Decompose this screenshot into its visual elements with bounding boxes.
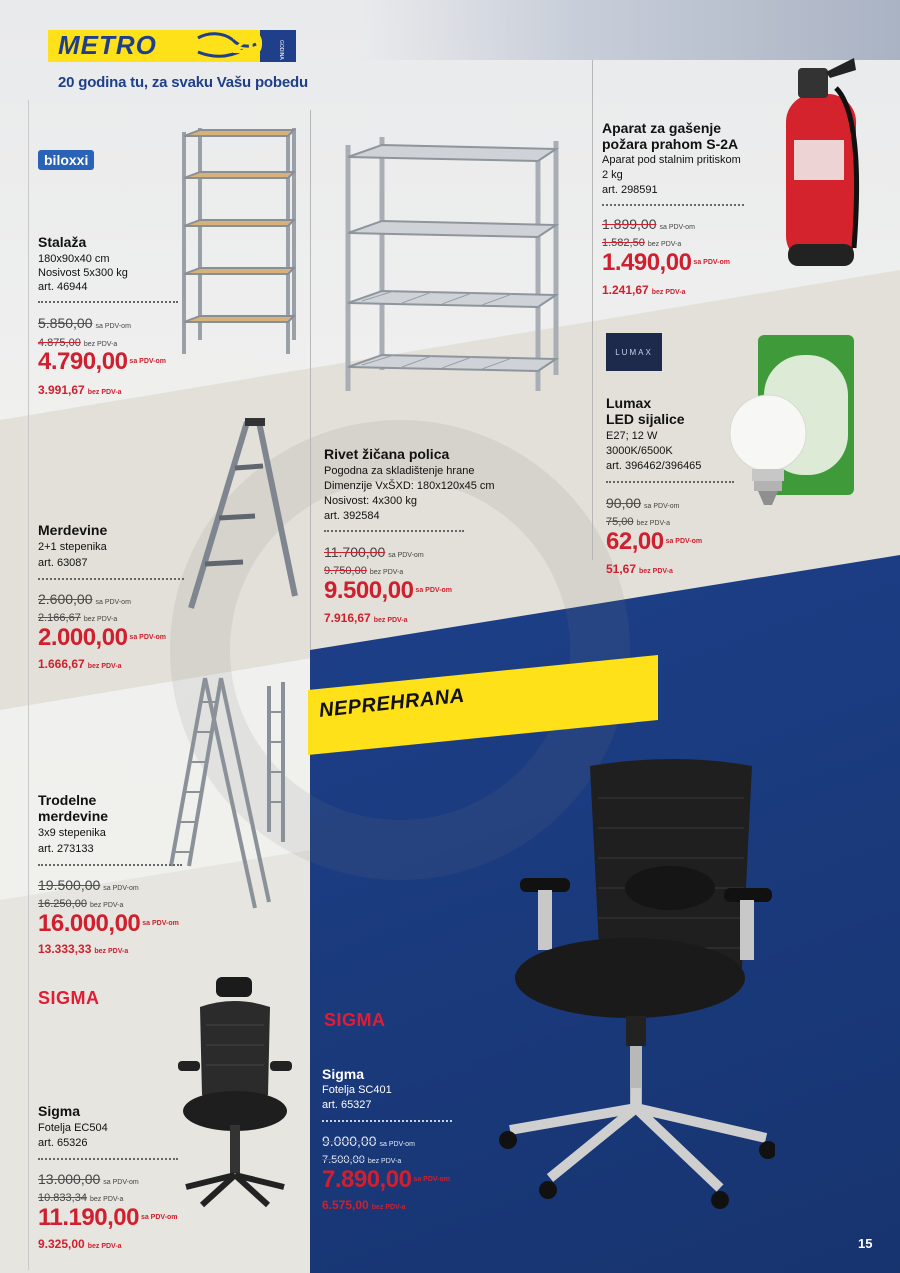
- product-title: Rivet žičana polica: [324, 446, 450, 462]
- product-title: Stalaža: [38, 234, 87, 250]
- product-title: Lumax: [606, 395, 652, 411]
- product-spec: Dimenzije VxŠXD: 180x120x45 cm: [324, 480, 495, 492]
- dotted-separator: [38, 301, 178, 303]
- price: 4.790,00 $^{sa PDV-om}$: [38, 348, 166, 375]
- product-title: LED sijalice: [606, 411, 685, 427]
- product-title: Merdevine: [38, 522, 108, 538]
- old-net-price: 16.250,00 bez PDV-a: [38, 898, 124, 910]
- tagline: 20 godina tu, za svaku Vašu pobedu: [58, 74, 308, 91]
- dotted-separator: [38, 578, 184, 580]
- sigma-brand-logo: SIGMA: [38, 988, 100, 1008]
- product-spec: Pogodna za skladištenje hrane: [324, 465, 475, 477]
- product-title: Trodelne: [38, 792, 97, 808]
- old-net-price: 9.750,00 bez PDV-a: [324, 565, 404, 577]
- product-spec: E27; 12 W: [606, 430, 658, 442]
- step-ladder-image: [185, 418, 300, 614]
- dotted-separator: [38, 864, 182, 866]
- product-spec: Fotelja SC401: [322, 1084, 392, 1096]
- net-price: 6.575,00 bez PDV-a: [322, 1198, 406, 1212]
- product-spec: 3000K/6500K: [606, 445, 673, 457]
- product-spec: Fotelja EC504: [38, 1122, 108, 1134]
- old-price: 1.899,00 sa PDV-om: [602, 216, 695, 232]
- old-price: 13.000,00 sa PDV-om: [38, 1171, 139, 1187]
- product-spec: art. 65326: [38, 1137, 88, 1149]
- logo-text: METRO: [58, 30, 157, 60]
- shelf-image: [178, 128, 298, 358]
- logo-badge-small: GODINA: [278, 40, 284, 60]
- product-spec: Nosivost: 4x300 kg: [324, 495, 417, 507]
- product-title: Sigma: [38, 1103, 81, 1119]
- dotted-separator: [38, 1158, 178, 1160]
- dotted-separator: [324, 530, 464, 532]
- net-price: 3.991,67 bez PDV-a: [38, 383, 122, 397]
- lumax-brand-logo: LUMAX: [606, 333, 662, 371]
- product-title: Aparat za gašenje: [602, 120, 722, 136]
- price: 2.000,00 $^{sa PDV-om}$: [38, 624, 166, 651]
- old-net-price: 10.833,34 bez PDV-a: [38, 1192, 124, 1204]
- old-price: 2.600,00 sa PDV-om: [38, 591, 131, 607]
- left-border-line: [28, 100, 29, 1270]
- old-net-price: 7.500,00 bez PDV-a: [322, 1154, 402, 1166]
- net-price: 13.333,33 bez PDV-a: [38, 942, 129, 956]
- section-banner-text: NEPREHRANA: [318, 684, 466, 722]
- product-spec: 180x90x40 cm: [38, 253, 110, 265]
- fire-extinguisher-image: [776, 48, 866, 270]
- old-price: 9.000,00 sa PDV-om: [322, 1133, 415, 1149]
- product-title: Sigma: [322, 1066, 365, 1082]
- product-spec: Aparat pod stalnim pritiskom: [602, 154, 741, 166]
- product-spec: art. 273133: [38, 843, 94, 855]
- product-spec: art. 63087: [38, 557, 88, 569]
- led-bulb-image: [718, 335, 858, 515]
- price: 62,00 $^{sa PDV-om}$: [606, 528, 703, 555]
- old-net-price: 75,00 bez PDV-a: [606, 516, 670, 528]
- product-spec: Nosivost 5x300 kg: [38, 267, 128, 279]
- dotted-separator: [602, 204, 744, 206]
- price: 11.190,00 $^{sa PDV-om}$: [38, 1204, 178, 1231]
- price: 16.000,00 $^{sa PDV-om}$: [38, 910, 179, 937]
- dotted-separator: [606, 481, 734, 483]
- price: 9.500,00 $^{sa PDV-om}$: [324, 577, 452, 604]
- product-spec: 2+1 stepenika: [38, 541, 107, 553]
- net-price: 9.325,00 bez PDV-a: [38, 1237, 122, 1251]
- product-spec: art. 396462/396465: [606, 460, 702, 472]
- three-part-ladder-image: [165, 672, 300, 912]
- net-price: 51,67 bez PDV-a: [606, 562, 673, 576]
- product-title: požara prahom S-2A: [602, 136, 739, 152]
- column-divider-2: [592, 60, 593, 560]
- logo-badge: 20: [232, 28, 264, 59]
- product-title: merdevine: [38, 808, 109, 824]
- column-divider-1: [310, 110, 311, 650]
- product-spec: 3x9 stepenika: [38, 827, 106, 839]
- page-number: 15: [858, 1236, 873, 1251]
- wire-shelf-image: [342, 135, 562, 395]
- net-price: 7.916,67 bez PDV-a: [324, 611, 408, 625]
- old-price: 5.850,00 sa PDV-om: [38, 315, 131, 331]
- net-price: 1.241,67 bez PDV-a: [602, 283, 686, 297]
- price: 7.890,00 $^{sa PDV-om}$: [322, 1166, 450, 1193]
- dotted-separator: [322, 1120, 452, 1122]
- old-net-price: 1.582,50 bez PDV-a: [602, 237, 682, 249]
- old-price: 19.500,00 sa PDV-om: [38, 877, 139, 893]
- old-price: 90,00 sa PDV-om: [606, 495, 680, 511]
- office-chair-ec504-image: [172, 975, 297, 1220]
- product-spec: art. 392584: [324, 510, 380, 522]
- office-chair-sc401-image: [490, 758, 775, 1213]
- old-price: 11.700,00 sa PDV-om: [324, 544, 424, 560]
- price: 1.490,00 $^{sa PDV-om}$: [602, 249, 730, 276]
- product-spec: art. 46944: [38, 281, 88, 293]
- product-spec: art. 298591: [602, 184, 658, 196]
- product-spec: 2 kg: [602, 169, 623, 181]
- biloxxi-brand-logo: biloxxi: [38, 150, 94, 170]
- product-spec: art. 65327: [322, 1099, 372, 1111]
- net-price: 1.666,67 bez PDV-a: [38, 657, 122, 671]
- sigma-brand-logo: SIGMA: [324, 1010, 386, 1030]
- old-net-price: 4.875,00 bez PDV-a: [38, 337, 118, 349]
- old-net-price: 2.166,67 bez PDV-a: [38, 612, 118, 624]
